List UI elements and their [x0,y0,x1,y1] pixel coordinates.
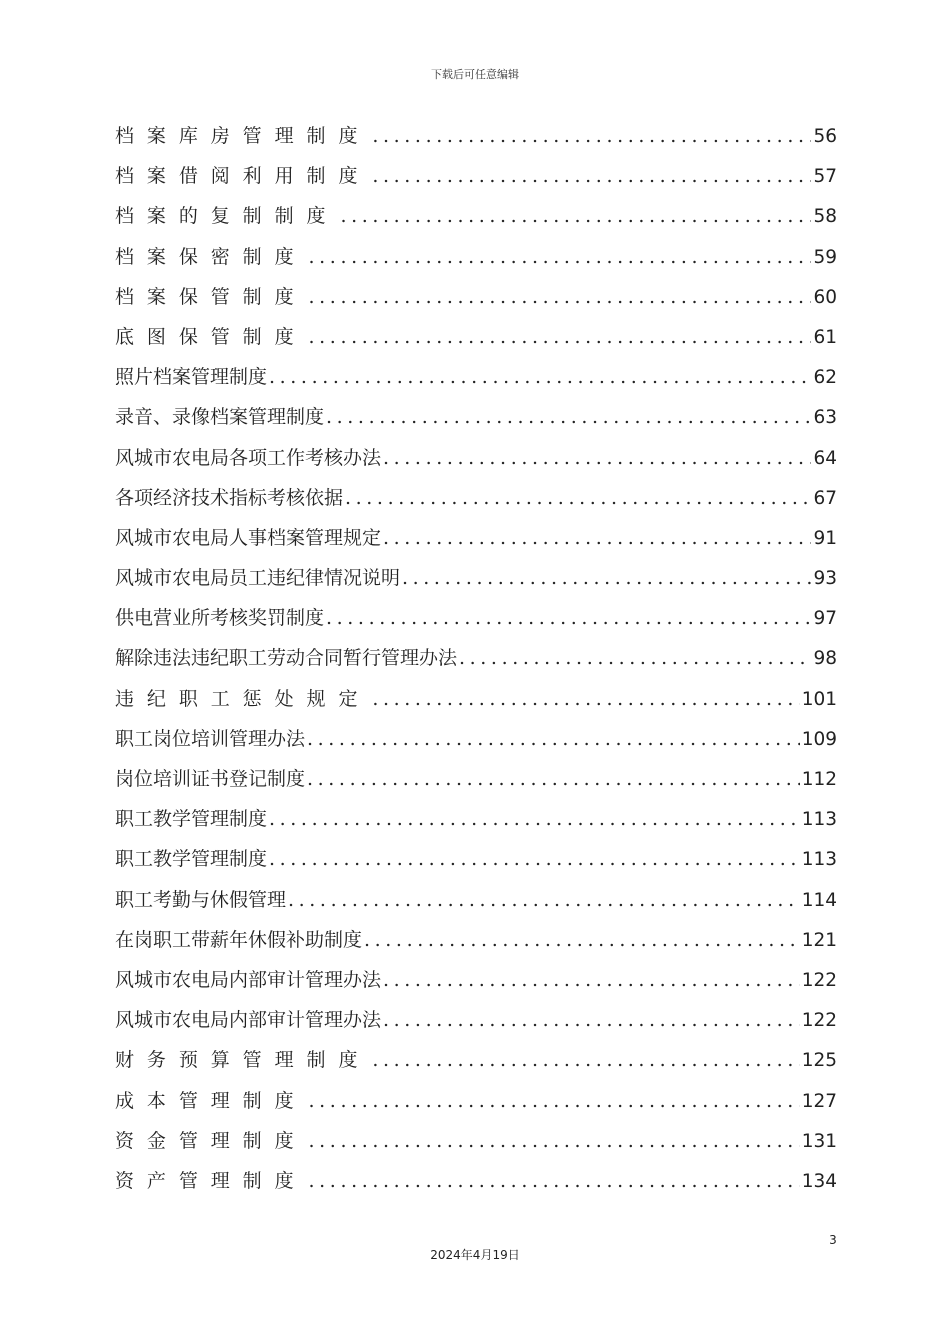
toc-entry-title: 解除违法违纪职工劳动合同暂行管理办法 [115,647,458,670]
toc-entry[interactable] [115,799,837,839]
toc-dot-leader [307,719,800,759]
toc-entry[interactable] [115,920,837,960]
toc-entry-title: 底图保管制度 [115,325,307,348]
toc-dot-leader [309,1161,800,1201]
toc-dot-leader [269,799,800,839]
toc-entry[interactable] [115,438,837,478]
toc-entry-title: 风城市农电局各项工作考核办法 [115,446,382,469]
toc-dot-leader [372,116,811,156]
toc-dot-leader [459,638,811,678]
toc-entry-page: 58 [813,206,837,228]
toc-dot-leader [372,679,799,719]
toc-entry-page: 91 [813,527,837,549]
toc-entry-page: 62 [813,367,837,389]
toc-entry[interactable] [115,880,837,920]
toc-dot-leader [402,558,811,598]
toc-dot-leader [372,156,811,196]
toc-dot-leader [345,478,811,518]
toc-entry-title: 在岗职工带薪年休假补助制度 [115,928,363,951]
toc-entry-page: 101 [801,688,837,710]
toc-entry-page: 57 [813,166,837,188]
toc-entry-page: 122 [801,1010,837,1032]
table-of-contents [115,116,837,1201]
toc-dot-leader [269,357,811,397]
toc-entry[interactable] [115,960,837,1000]
toc-dot-leader [309,277,812,317]
toc-entry[interactable] [115,598,837,638]
toc-entry-page: 60 [813,286,837,308]
toc-dot-leader [364,920,800,960]
toc-entry-title: 风城市农电局内部审计管理办法 [115,968,382,991]
toc-entry[interactable] [115,478,837,518]
toc-dot-leader [309,317,812,357]
toc-entry-page: 59 [813,246,837,268]
toc-entry-title: 违纪职工惩处规定 [115,687,371,710]
toc-entry[interactable] [115,357,837,397]
toc-entry[interactable] [115,196,837,236]
toc-dot-leader [383,438,811,478]
toc-entry[interactable] [115,839,837,879]
toc-entry-page: 56 [813,126,837,147]
toc-entry[interactable] [115,518,837,558]
page-number: 3 [829,1233,837,1247]
toc-entry[interactable] [115,156,837,196]
toc-entry-title: 职工岗位培训管理办法 [115,727,306,750]
toc-entry[interactable] [115,277,837,317]
toc-dot-leader [269,839,800,879]
toc-entry-title: 档案的复制制度 [115,205,339,228]
toc-entry-page: 122 [801,969,837,991]
toc-dot-leader [383,518,811,558]
toc-entry-page: 127 [801,1090,837,1112]
toc-entry-title: 职工教学管理制度 [115,848,268,871]
toc-entry[interactable] [115,237,837,277]
toc-entry[interactable] [115,1040,837,1080]
toc-entry[interactable] [115,679,837,719]
toc-dot-leader [309,237,812,277]
toc-entry[interactable] [115,558,837,598]
toc-entry-page: 121 [801,929,837,951]
toc-entry-title: 职工考勤与休假管理 [115,888,287,911]
toc-entry[interactable] [115,1121,837,1161]
toc-entry-page: 112 [801,769,837,790]
toc-entry-title: 各项经济技术指标考核依据 [115,486,344,509]
toc-entry-page: 109 [801,728,837,750]
toc-entry-title: 供电营业所考核奖罚制度 [115,607,325,630]
toc-dot-leader [383,960,800,1000]
toc-entry-page: 97 [813,608,837,630]
toc-entry-title: 档案借阅利用制度 [115,165,371,188]
toc-entry-title: 录音、录像档案管理制度 [115,406,325,429]
toc-entry-title: 岗位培训证书登记制度 [115,768,306,790]
toc-entry-page: 114 [801,889,837,911]
toc-dot-leader [288,880,800,920]
toc-dot-leader [326,598,811,638]
toc-entry-title: 成本管理制度 [115,1089,307,1112]
toc-entry-title: 风城市农电局人事档案管理规定 [115,526,382,549]
toc-entry[interactable] [115,317,837,357]
toc-entry-page: 98 [813,648,837,670]
toc-entry-page: 67 [813,487,837,509]
toc-dot-leader [309,1121,800,1161]
toc-entry-page: 63 [813,407,837,429]
toc-dot-leader [383,1000,800,1040]
toc-entry-title: 职工教学管理制度 [115,808,268,831]
toc-dot-leader [340,196,811,236]
page-footer-date: 2024年4月19日 [430,1248,520,1262]
toc-entry[interactable] [115,116,837,156]
toc-entry-page: 125 [801,1050,837,1072]
toc-entry[interactable] [115,759,837,799]
page-header: 下载后可任意编辑 [431,68,519,81]
toc-entry-title: 档案库房管理制度 [115,125,371,147]
toc-entry-title: 资产管理制度 [115,1169,307,1192]
toc-entry[interactable] [115,638,837,678]
toc-entry-page: 61 [813,326,837,348]
toc-entry[interactable] [115,397,837,437]
toc-dot-leader [372,1040,799,1080]
toc-entry[interactable] [115,1081,837,1121]
toc-dot-leader [326,397,811,437]
toc-entry-page: 64 [813,447,837,469]
toc-entry-page: 134 [801,1170,837,1192]
toc-entry-page: 113 [801,809,837,831]
toc-entry-title: 档案保管制度 [115,285,307,308]
toc-entry-title: 资金管理制度 [115,1129,307,1152]
toc-entry[interactable] [115,1000,837,1040]
toc-entry-title: 照片档案管理制度 [115,366,268,389]
toc-entry[interactable] [115,719,837,759]
toc-entry-page: 113 [801,849,837,871]
toc-dot-leader [307,759,800,799]
toc-dot-leader [309,1081,800,1121]
toc-entry-title: 风城市农电局内部审计管理办法 [115,1009,382,1032]
toc-entry-page: 93 [813,568,837,590]
toc-entry-page: 131 [801,1130,837,1152]
toc-entry[interactable] [115,1161,837,1201]
toc-entry-title: 档案保密制度 [115,245,307,268]
toc-entry-title: 财务预算管理制度 [115,1049,371,1072]
toc-entry-title: 风城市农电局员工违纪律情况说明 [115,567,401,590]
